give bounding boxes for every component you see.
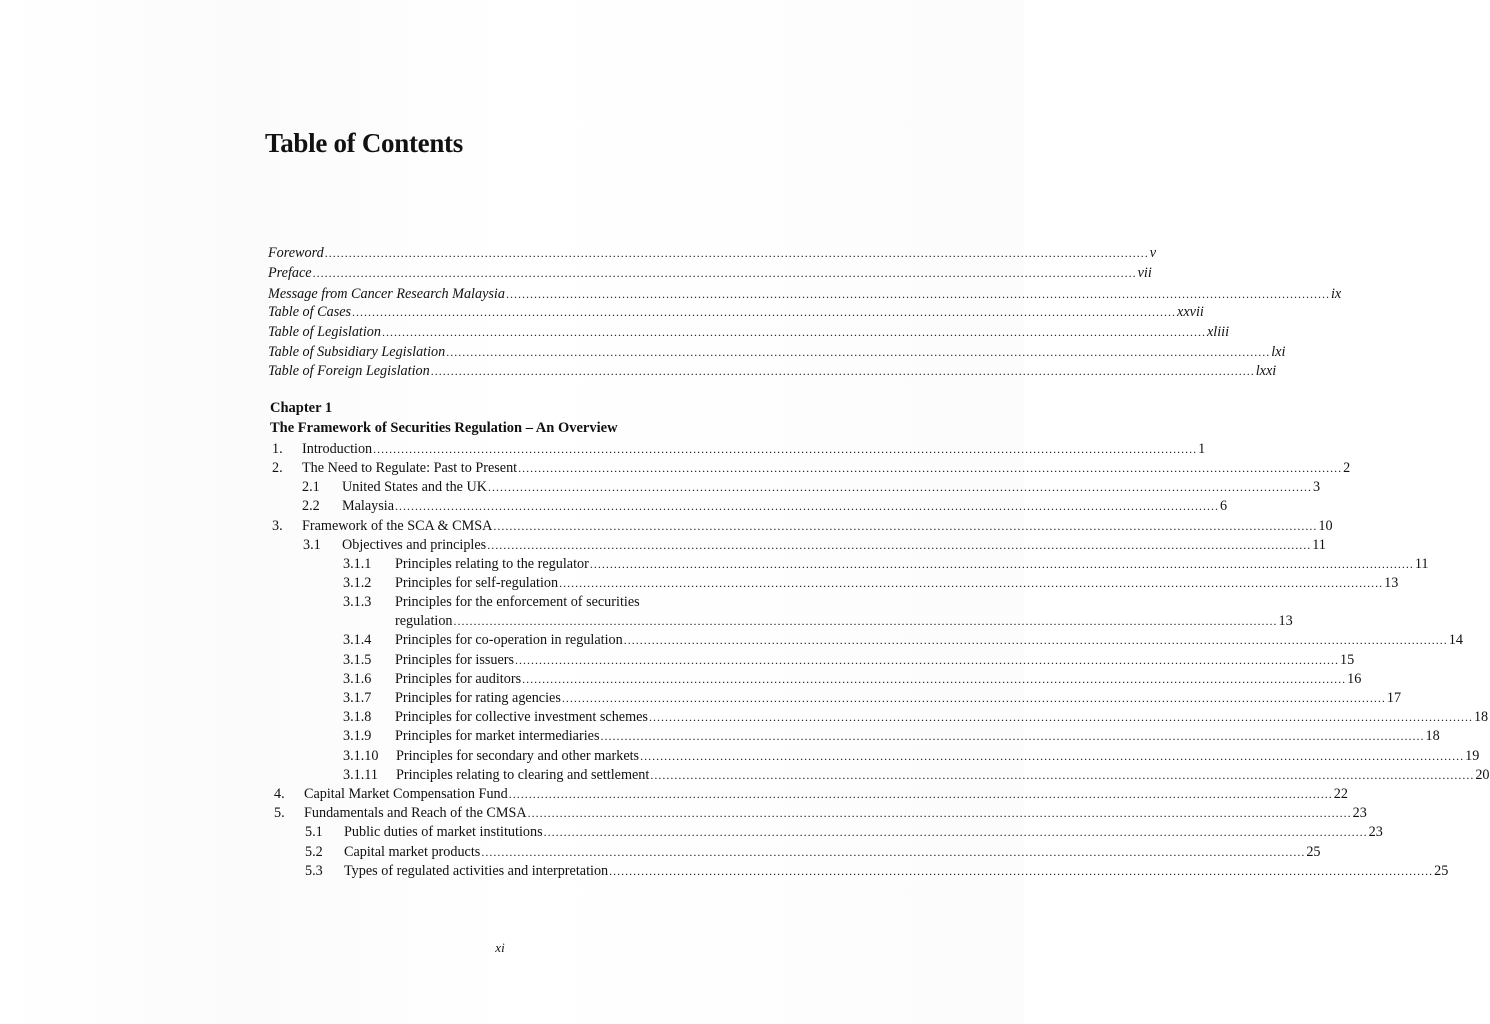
toc-page-number: 10 <box>1318 518 1333 534</box>
leader-dots <box>609 862 1433 881</box>
toc-entry-label: Principles for issuers <box>395 652 515 668</box>
toc-page-number: v <box>1149 245 1157 261</box>
toc-page-number: 23 <box>1352 805 1367 821</box>
toc-entry[interactable] <box>343 574 1399 593</box>
toc-page-number: 14 <box>1448 632 1463 648</box>
section-number: 3.1.3 <box>343 594 372 610</box>
section-number: 3.1.5 <box>343 652 372 668</box>
toc-entry[interactable] <box>343 670 1362 689</box>
leader-dots <box>562 689 1386 708</box>
toc-entry-label: Foreword <box>268 245 324 261</box>
section-number: 3.1.2 <box>343 575 372 591</box>
section-number: 3.1.1 <box>343 556 372 572</box>
toc-entry-foreword[interactable] <box>268 244 1157 263</box>
toc-entry-subsidiary-legislation[interactable] <box>268 343 1286 362</box>
toc-entry-label: Table of Cases <box>268 304 352 320</box>
toc-entry[interactable] <box>274 804 1367 823</box>
toc-page-number: xliii <box>1207 324 1230 340</box>
toc-page-number: 2 <box>1343 460 1351 476</box>
toc-entry-foreign-legislation[interactable] <box>268 362 1277 381</box>
toc-entry[interactable] <box>305 862 1449 881</box>
toc-entry[interactable] <box>343 708 1489 727</box>
leader-dots <box>506 285 1330 304</box>
toc-entry[interactable] <box>305 843 1321 862</box>
leader-dots <box>544 823 1368 842</box>
section-number: 5.1 <box>305 824 323 840</box>
toc-entry-label: Framework of the SCA & CMSA <box>302 518 493 534</box>
leader-dots <box>352 303 1176 322</box>
toc-entry-label: Principles for market intermediaries <box>395 728 600 744</box>
toc-entry-table-of-cases[interactable] <box>268 303 1204 322</box>
toc-entry[interactable] <box>274 785 1348 804</box>
toc-entry-first-line <box>343 593 640 612</box>
toc-page-number: 23 <box>1368 824 1383 840</box>
leader-dots <box>624 631 1448 650</box>
leader-dots <box>481 843 1305 862</box>
leader-dots <box>454 612 1278 631</box>
section-number: 4. <box>274 786 285 802</box>
toc-entry-label: Principles for secondary and other markets <box>396 748 640 764</box>
toc-entry-label: Principles for rating agencies <box>395 690 561 706</box>
chapter-title: The Framework of Securities Regulation – An Overview <box>270 420 618 436</box>
toc-entry-label: Table of Foreign Legislation <box>268 363 430 379</box>
toc-entry-continuation <box>395 612 1293 631</box>
toc-page-number: 1 <box>1198 441 1206 457</box>
toc-entry-label: Capital market products <box>344 844 481 860</box>
section-number: 3.1.4 <box>343 632 372 648</box>
toc-entry-label: Introduction <box>302 441 373 457</box>
toc-entry[interactable] <box>343 727 1440 746</box>
toc-entry-label: Preface <box>268 265 312 281</box>
toc-entry[interactable] <box>305 823 1383 842</box>
toc-entry-label: Principles for co-operation in regulation <box>395 632 623 648</box>
toc-entry-label: Types of regulated activities and interpretation <box>344 863 609 879</box>
leader-dots <box>509 785 1333 804</box>
leader-dots <box>493 517 1317 536</box>
toc-page-number: 3 <box>1313 479 1321 495</box>
toc-page-number: 25 <box>1306 844 1321 860</box>
leader-dots <box>640 747 1464 766</box>
toc-page-number: 11 <box>1414 556 1429 572</box>
toc-page-number: 13 <box>1384 575 1399 591</box>
toc-entry-message[interactable] <box>268 285 1342 304</box>
leader-dots <box>488 478 1312 497</box>
section-number: 5.3 <box>305 863 323 879</box>
toc-page-number: xxvii <box>1177 304 1204 320</box>
section-number: 3.1.7 <box>343 690 372 706</box>
toc-page-number: lxxi <box>1255 363 1277 379</box>
toc-entry-label: Public duties of market institutions <box>344 824 543 840</box>
leader-dots <box>559 574 1383 593</box>
toc-entry[interactable] <box>343 651 1355 670</box>
toc-page-number: 16 <box>1347 671 1362 687</box>
toc-entry-label: The Need to Regulate: Past to Present <box>302 460 518 476</box>
toc-page-number: 11 <box>1312 537 1326 553</box>
toc-page-number: 22 <box>1333 786 1348 802</box>
page-title: Table of Contents <box>265 128 463 158</box>
toc-page-number: 19 <box>1465 748 1480 764</box>
leader-dots <box>431 362 1255 381</box>
leader-dots <box>600 727 1424 746</box>
toc-page-number: ix <box>1330 286 1342 302</box>
leader-dots <box>325 244 1149 263</box>
toc-page-number: vii <box>1137 265 1152 281</box>
section-number: 3.1.11 <box>343 767 378 783</box>
toc-page-number: 18 <box>1425 728 1440 744</box>
toc-page-number: 25 <box>1434 863 1449 879</box>
leader-dots <box>528 804 1352 823</box>
toc-entry-label: Objectives and principles <box>342 537 487 553</box>
toc-entry[interactable] <box>343 555 1429 574</box>
toc-entry-label: Message from Cancer Research Malaysia <box>268 286 505 302</box>
leader-dots <box>395 497 1219 516</box>
section-number: 3. <box>272 518 283 534</box>
section-number: 2.1 <box>302 479 320 495</box>
leader-dots <box>373 440 1197 459</box>
toc-entry-label: Principles for self-regulation <box>395 575 559 591</box>
section-number: 5.2 <box>305 844 323 860</box>
toc-entry[interactable] <box>272 459 1351 478</box>
section-number: 3.1.9 <box>343 728 372 744</box>
section-number: 1. <box>272 441 283 457</box>
toc-entry-label: Table of Legislation <box>268 324 381 340</box>
toc-entry-label-continuation: regulation <box>395 613 453 629</box>
chapter-number: Chapter 1 <box>270 400 333 416</box>
toc-page-number: 15 <box>1340 652 1355 668</box>
leader-dots <box>518 459 1342 478</box>
page-folio: xi <box>495 940 505 955</box>
toc-page-number: lxi <box>1271 344 1286 360</box>
leader-dots <box>515 651 1339 670</box>
toc-entry[interactable] <box>272 440 1206 459</box>
toc-entry-label: Principles for the enforcement of securities <box>395 594 640 610</box>
leader-dots <box>650 766 1474 785</box>
toc-entry[interactable] <box>343 631 1463 650</box>
toc-entry-label: Principles for auditors <box>395 671 522 687</box>
section-number: 3.1 <box>303 537 321 553</box>
section-number: 3.1.10 <box>343 748 379 764</box>
leader-dots <box>313 264 1137 283</box>
leader-dots <box>590 555 1414 574</box>
toc-entry-label: Principles for collective investment schemes <box>395 709 648 725</box>
toc-entry-label: Capital Market Compensation Fund <box>304 786 508 802</box>
section-number: 2.2 <box>302 498 320 514</box>
toc-entry[interactable] <box>343 766 1490 785</box>
leader-dots <box>446 343 1270 362</box>
toc-entry-label: United States and the UK <box>342 479 487 495</box>
toc-entry-label: Principles relating to the regulator <box>395 556 589 572</box>
toc-entry-label: Principles relating to clearing and settlement <box>396 767 650 783</box>
toc-entry-preface[interactable] <box>268 264 1152 283</box>
toc-page-number: 13 <box>1278 613 1293 629</box>
toc-entry[interactable] <box>272 517 1333 536</box>
toc-page-number: 17 <box>1386 690 1402 706</box>
leader-dots <box>382 323 1206 342</box>
toc-entry[interactable] <box>343 747 1480 766</box>
toc-entry[interactable] <box>302 497 1228 516</box>
leader-dots <box>487 536 1311 555</box>
toc-entry[interactable] <box>302 478 1321 497</box>
section-number: 3.1.6 <box>343 671 372 687</box>
toc-page-number: 18 <box>1473 709 1489 725</box>
toc-entry-label: Fundamentals and Reach of the CMSA <box>304 805 527 821</box>
toc-page-number: 20 <box>1475 767 1490 783</box>
toc-entry[interactable] <box>343 689 1402 708</box>
section-number: 5. <box>274 805 285 821</box>
toc-entry-label: Malaysia <box>342 498 395 514</box>
leader-dots <box>522 670 1346 689</box>
leader-dots <box>649 708 1473 727</box>
toc-entry-table-of-legislation[interactable] <box>268 323 1230 342</box>
section-number: 2. <box>272 460 283 476</box>
section-number: 3.1.8 <box>343 709 372 725</box>
toc-page-number: 6 <box>1220 498 1228 514</box>
toc-entry-label: Table of Subsidiary Legislation <box>268 344 446 360</box>
toc-entry[interactable] <box>303 536 1326 555</box>
